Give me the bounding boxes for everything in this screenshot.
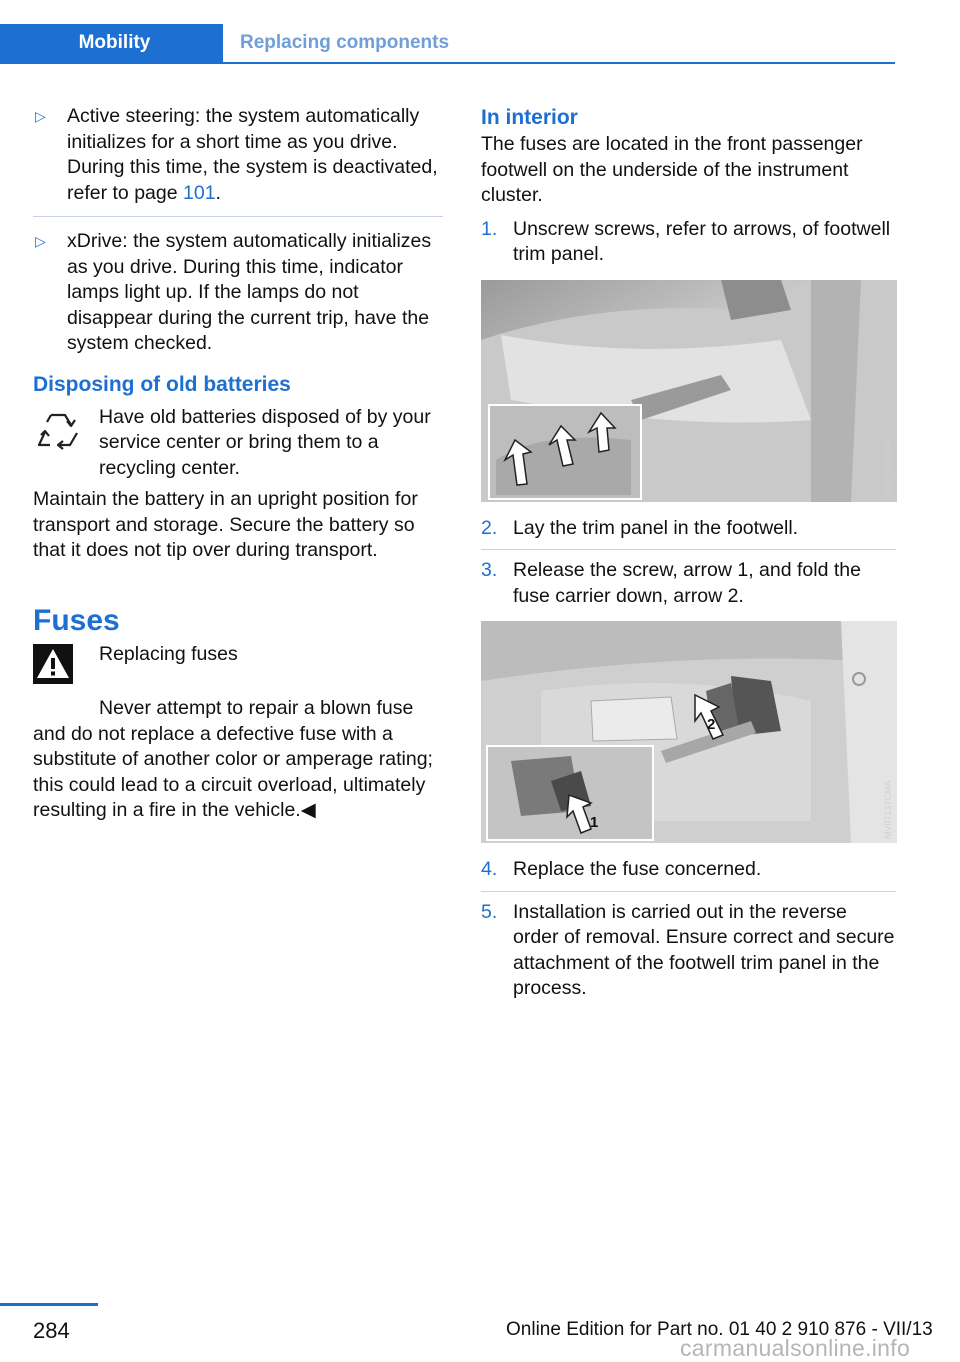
triangle-bullet-icon: ▷	[35, 108, 46, 124]
step-4: 4. Replace the fuse concerned.	[481, 858, 762, 880]
triangle-bullet-icon: ▷	[35, 233, 46, 249]
disposal-notice: Have old batteries disposed of by your service center or bring them to a recycling center.	[33, 405, 443, 482]
fuses-heading: Fuses	[33, 603, 120, 637]
header-chapter-tab: Replacing components	[240, 32, 450, 53]
step-2: 2. Lay the trim panel in the footwell.	[481, 516, 799, 539]
arrow-label-2: 2	[707, 716, 716, 733]
right-column	[481, 104, 896, 1010]
recycle-icon	[33, 405, 99, 482]
disposal-body: Maintain the battery in an upright position for transport and storage. Secure the battery so that it does not tip over during transport.	[33, 488, 418, 561]
bullet-xdrive: ▷ xDrive: the system automatically initializes as you drive. During this time, indicator lamps light up. If the lamps do not disappear during the current trip, have the system checked.	[33, 229, 443, 357]
interior-heading: In interior	[481, 106, 578, 129]
page-number: 284	[33, 1318, 70, 1343]
page-number-rule	[0, 1303, 98, 1306]
left-column	[33, 104, 443, 824]
warning-title: Replacing fuses	[99, 642, 238, 665]
figure2-code: MV07137CMA	[883, 780, 893, 839]
figure1-code: MV07138CMA	[883, 438, 893, 498]
warning-notice	[33, 642, 443, 692]
edition-footer: Online Edition for Part no. 01 40 2 910 876 - VII/13	[506, 1319, 933, 1340]
divider	[481, 891, 896, 892]
divider	[481, 549, 896, 550]
interior-intro: The fuses are located in the front passenger footwell on the underside of the instrument cluster.	[481, 133, 863, 206]
watermark: carmanualsonline.info	[680, 1335, 911, 1361]
divider	[33, 216, 443, 217]
step-1: 1. Unscrew screws, refer to arrows, of footwell trim panel.	[481, 217, 891, 265]
step-3: 3. Release the screw, arrow 1, and fold the fuse carrier down, arrow 2.	[481, 559, 861, 607]
page-link[interactable]: 101	[183, 181, 216, 204]
disposal-heading: Disposing of old batteries	[33, 372, 291, 396]
warning-triangle-icon	[33, 642, 99, 692]
warning-text: Never attempt to repair a blown fuse and do not replace a defective fuse with a substitute of another color or amperage rating; this could lead to a circuit overload, ultimately resulting in a fire in the vehicle.◀	[33, 697, 433, 821]
figure-footwell-trim-panel	[481, 280, 897, 502]
arrow-label-1: 1	[590, 814, 599, 831]
bullet-active-steering: ▷ Active steering: the system automatically initializes for a short time as you drive. During this time, the system is deactivated, refer to page 101.	[33, 104, 443, 206]
header-section-tab: Mobility	[0, 24, 223, 62]
figure-fuse-carrier	[481, 621, 897, 843]
step-5: 5. Installation is carried out in the reverse order of removal. Ensure correct and secure attachment of the footwell trim panel in the process.	[481, 900, 895, 999]
page-header	[0, 24, 895, 64]
